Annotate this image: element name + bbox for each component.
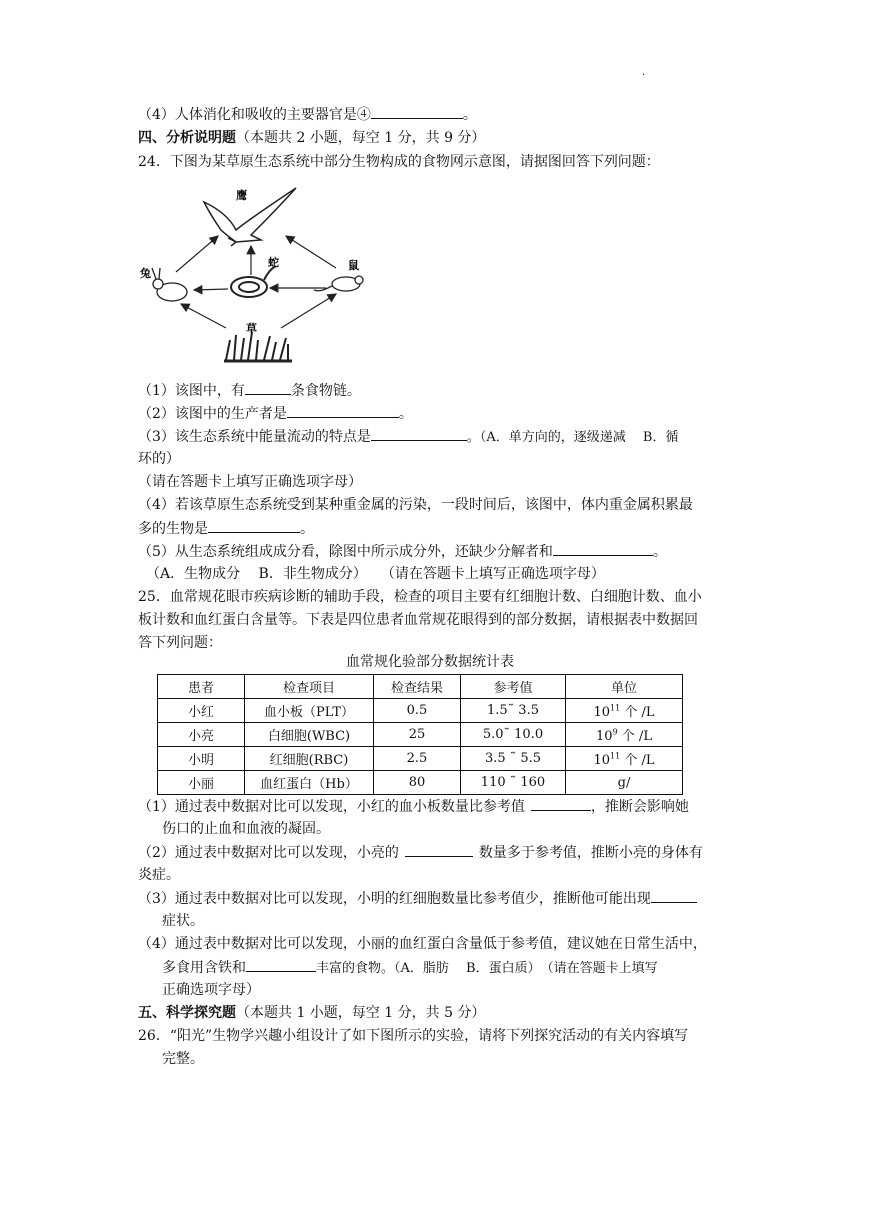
q24-part5: （5）从生态系统组成成分看，除图中所示成分外，还缺少分解者和 。 — [138, 541, 667, 562]
result-cell: 80 — [374, 771, 461, 795]
q24-part1: （1）该图中，有 条食物链。 — [138, 380, 361, 401]
mouse-figure — [314, 276, 363, 291]
mouse-label: 鼠 — [348, 259, 359, 272]
reference-cell: 3.5 ˜ 5.5 — [461, 747, 566, 771]
rabbit-label: 兔 — [140, 267, 151, 280]
item-cell: 血红蛋白（Hb） — [245, 771, 374, 795]
q24-part3-cont: 环的） — [138, 451, 180, 467]
reference-cell: 1.5˜ 3.5 — [461, 699, 566, 723]
section5-heading: 五、科学探究题（本题共 1 小题，每空 1 分，共 5 分） — [138, 1005, 486, 1021]
column-header: 单位 — [566, 675, 683, 699]
column-header: 参考值 — [461, 675, 566, 699]
answer-blank[interactable] — [208, 518, 300, 533]
reference-cell: 5.0˜ 10.0 — [461, 723, 566, 747]
q25-part2: （2）通过表中数据对比可以发现，小亮的 数量多于参考值，推断小亮的身体有 — [138, 842, 703, 863]
corner-mark: · — [642, 70, 646, 81]
q25-stem-line3: 答下列问题： — [138, 635, 222, 651]
q25-part1-cont: 伤口的止血和血液的凝固。 — [162, 821, 330, 837]
patient-cell: 小红 — [158, 699, 245, 723]
q26-stem-line2: 完整。 — [162, 1051, 204, 1067]
q25-part2-cont: 炎症。 — [138, 867, 180, 883]
answer-blank[interactable] — [651, 888, 697, 903]
q25-stem-line1: 25．血常规花眼市疾病诊断的辅助手段，检查的项目主要有红细胞计数、白细胞计数、血小 — [138, 589, 702, 605]
food-web-diagram — [136, 180, 376, 370]
q24-stem: 24．下图为某草原生态系统中部分生物构成的食物网示意图，请据图回答下列问题： — [138, 154, 660, 170]
q25-part4-note: 正确选项字母） — [162, 982, 260, 998]
result-cell: 2.5 — [374, 747, 461, 771]
answer-blank[interactable] — [531, 796, 591, 811]
answer-blank[interactable] — [371, 104, 463, 119]
unit-cell: $10^9$ 个 /L — [566, 723, 683, 747]
item-cell: 红细胞(RBC) — [245, 747, 374, 771]
eagle-label: 鹰 — [236, 189, 247, 202]
rabbit-figure — [152, 268, 187, 301]
column-header: 患者 — [158, 675, 245, 699]
column-header: 检查结果 — [374, 675, 461, 699]
table-row — [158, 771, 683, 795]
grass-label: 草 — [246, 322, 257, 335]
result-cell: 25 — [374, 723, 461, 747]
unit-cell: $10^{11}$ 个 /L — [566, 747, 683, 771]
q24-part2: （2）该图中的生产者是 。 — [138, 403, 413, 424]
table-row — [158, 699, 683, 723]
patient-cell: 小明 — [158, 747, 245, 771]
q25-part4-cont: 多食用含铁和 丰富的食物。（A．脂肪 B．蛋白质） （请在答题卡上填写 — [162, 957, 658, 979]
result-cell: 0.5 — [374, 699, 461, 723]
q24-part4: （4）若该草原生态系统受到某种重金属的污染，一段时间后，该图中，体内重金属积累最 — [138, 497, 693, 513]
answer-blank[interactable] — [287, 403, 399, 418]
q24-part3-note: （请在答题卡上填写正确选项字母） — [138, 474, 362, 490]
grass-figure — [224, 332, 292, 361]
food-web-arrows — [176, 236, 336, 328]
unit-cell: g/ — [566, 771, 683, 795]
answer-blank[interactable] — [371, 426, 467, 441]
patient-cell: 小丽 — [158, 771, 245, 795]
table-title: 血常规化验部分数据统计表 — [346, 654, 514, 670]
q24-part4-cont: 多的生物是 。 — [138, 518, 314, 539]
reference-cell: 110 ˜ 160 — [461, 771, 566, 795]
blood-test-table — [157, 674, 683, 795]
item-cell: 白细胞(WBC) — [245, 723, 374, 747]
answer-blank[interactable] — [246, 957, 316, 972]
q25-part3: （3）通过表中数据对比可以发现，小明的红细胞数量比参考值少，推断他可能出现 — [138, 888, 697, 909]
q25-part1: （1）通过表中数据对比可以发现，小红的血小板数量比参考值 ，推断会影响她 — [138, 796, 689, 817]
answer-blank[interactable] — [245, 380, 291, 395]
eagle-figure — [204, 188, 296, 246]
table-header-row — [158, 675, 683, 699]
snake-label: 蛇 — [268, 256, 279, 269]
snake-figure — [231, 266, 276, 297]
q24-part3: （3）该生态系统中能量流动的特点是 。（A．单方向的，逐级递减 B．循 — [138, 426, 678, 448]
section4-heading: 四、分析说明题（本题共 2 小题，每空 1 分，共 9 分） — [138, 130, 486, 146]
q25-part4: （4）通过表中数据对比可以发现，小丽的血红蛋白含量低于参考值，建议她在日常生活中， — [138, 936, 707, 952]
q25-part3-cont: 症状。 — [162, 913, 204, 929]
q25-stem-line2: 板计数和血红蛋白含量等。下表是四位患者血常规花眼得到的部分数据，请根据表中数据回 — [138, 612, 698, 628]
item-cell: 血小板（PLT） — [245, 699, 374, 723]
column-header: 检查项目 — [245, 675, 374, 699]
unit-cell: $10^{11}$ 个 /L — [566, 699, 683, 723]
q23-part4: （4）人体消化和吸收的主要器官是④ 。 — [138, 104, 477, 125]
table-row — [158, 723, 683, 747]
patient-cell: 小亮 — [158, 723, 245, 747]
answer-blank[interactable] — [405, 842, 473, 857]
answer-blank[interactable] — [553, 541, 653, 556]
q24-part5-options: （A．生物成分 B．非生物成分） （请在答题卡上填写正确选项字母） — [146, 566, 605, 582]
q26-stem-line1: 26．“阳光”生物学兴趣小组设计了如下图所示的实验，请将下列探究活动的有关内容填写 — [138, 1028, 689, 1044]
table-row — [158, 747, 683, 771]
